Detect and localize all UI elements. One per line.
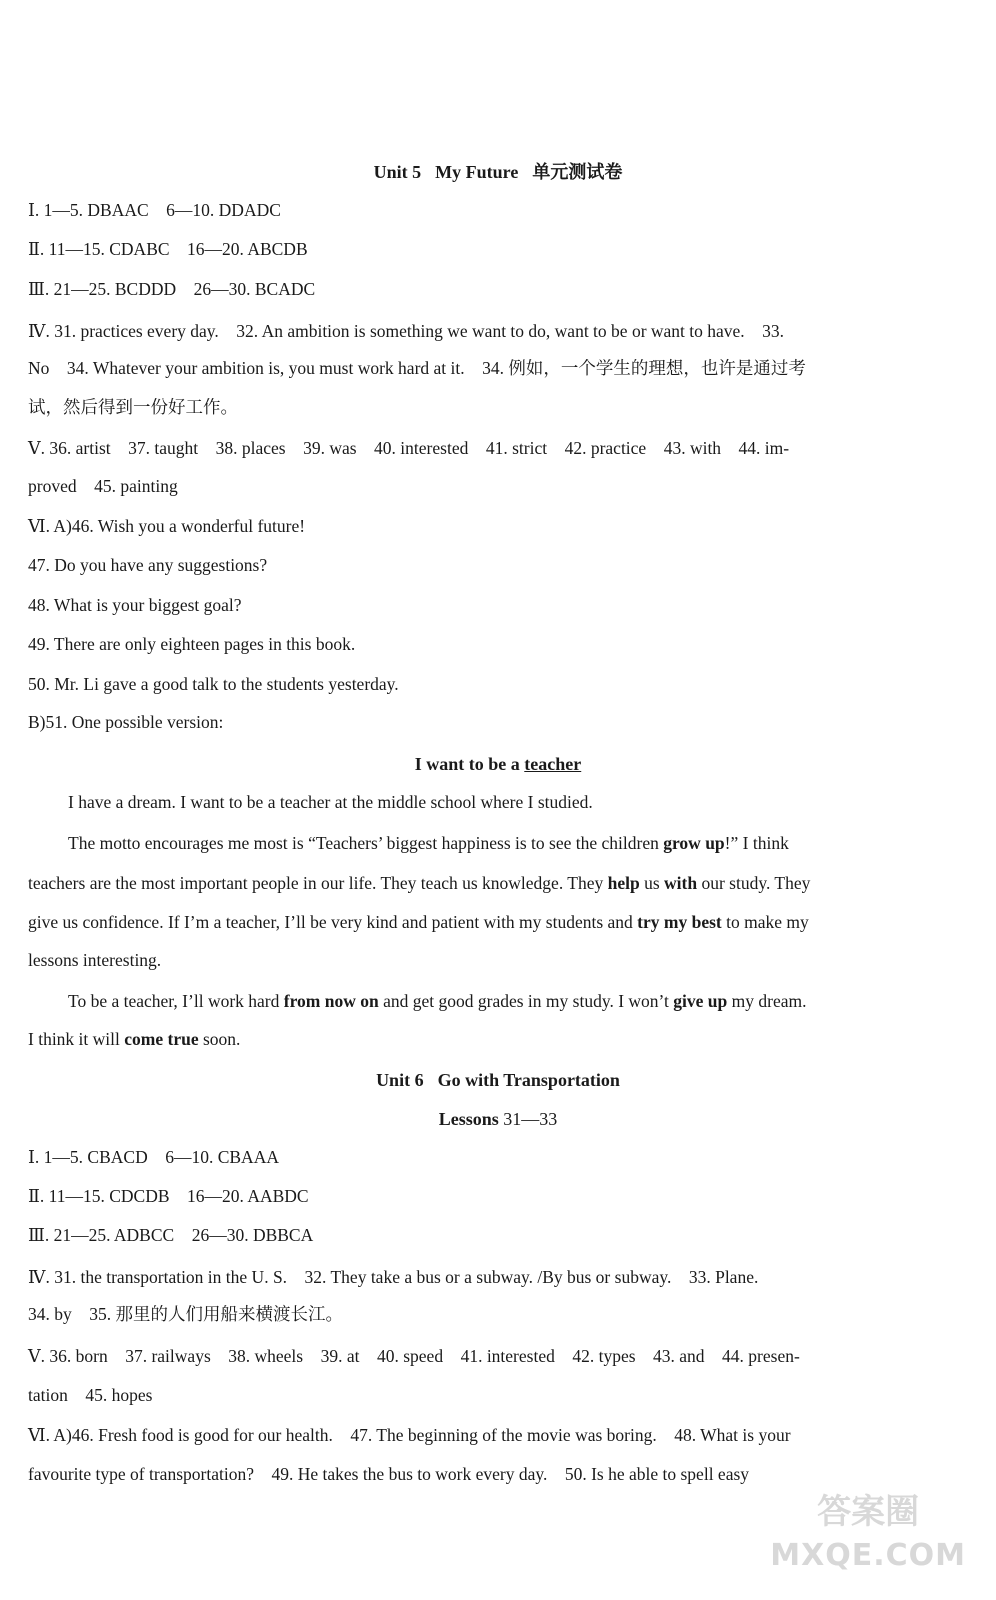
unit5-section-iii: Ⅲ. 21—25. BCDDD 26—30. BCADC: [28, 279, 316, 299]
essay-text: I think it will: [28, 1029, 125, 1049]
essay-phrase-bold: try my best: [637, 912, 722, 932]
unit5-answer-47: 47. Do you have any suggestions?: [28, 555, 268, 575]
essay-phrase-bold: grow up: [663, 833, 725, 853]
essay-phrase-bold: help: [607, 873, 640, 893]
unit6-section-iii: Ⅲ. 21—25. ADBCC 26—30. DBBCA: [28, 1225, 314, 1245]
unit6-lessons-label: Lessons: [438, 1109, 499, 1129]
unit6-section-ii: Ⅱ. 11—15. CDCDB 16—20. AABDC: [28, 1186, 309, 1206]
unit6-section-v-line1: Ⅴ. 36. born 37. railways 38. wheels 39. at 40. speed 41. interested 42. types 43. and 44. presen-: [28, 1346, 800, 1366]
watermark-url: MXQE.COM: [770, 1538, 966, 1573]
unit5-title-unit: Unit 5: [373, 162, 422, 182]
essay-phrase-bold: with: [664, 873, 698, 893]
essay-line-5: lessons interesting.: [28, 950, 162, 970]
unit5-section-v-line1: Ⅴ. 36. artist 37. taught 38. places 39. was 40. interested 41. strict 42. practice 43. with 44. im-: [28, 438, 790, 458]
unit5-answer-49: 49. There are only eighteen pages in this book.: [28, 634, 356, 654]
watermark-logo: [770, 1490, 966, 1578]
essay-line-4: [28, 911, 968, 933]
unit5-section-vi-a: Ⅵ. A)46. Wish you a wonderful future!: [28, 516, 306, 536]
unit5-title-cn: 单元测试卷: [532, 162, 623, 183]
unit6-section-iv-line1: Ⅳ. 31. the transportation in the U. S. 32. They take a bus or a subway. /By bus or subway. 33. Plane.: [28, 1267, 759, 1287]
unit6-title: [0, 1069, 996, 1091]
essay-text: !” I think: [724, 833, 789, 853]
unit6-section-i: Ⅰ. 1—5. CBACD 6—10. CBAAA: [28, 1147, 279, 1167]
unit5-section-ii: Ⅱ. 11—15. CDABC 16—20. ABCDB: [28, 239, 308, 259]
unit6-lessons: [0, 1108, 996, 1130]
essay-text: us: [639, 873, 665, 893]
unit5-section-iv-line1: Ⅳ. 31. practices every day. 32. An ambition is something we want to do, want to be or want to have. 33.: [28, 321, 785, 341]
essay-text: soon.: [198, 1029, 241, 1049]
essay-text: my dream.: [727, 991, 807, 1011]
essay-text: To be a teacher, I’ll work hard: [68, 991, 284, 1011]
unit5-title-name: My Future: [435, 162, 519, 182]
unit6-section-vi-line1: Ⅵ. A)46. Fresh food is good for our health. 47. The beginning of the movie was boring. 48. What is your: [28, 1425, 791, 1445]
essay-paragraph-1: I have a dream. I want to be a teacher at the middle school where I studied.: [68, 792, 593, 812]
essay-line-2: [68, 832, 968, 854]
essay-text: our study. They: [697, 873, 811, 893]
essay-text: and get good grades in my study. I won’t: [378, 991, 674, 1011]
unit6-section-vi-line2: favourite type of transportation? 49. He takes the bus to work every day. 50. Is he able to spell easy: [28, 1464, 750, 1484]
essay-text: give us confidence. If I’m a teacher, I’ll be very kind and patient with my students and: [28, 912, 638, 932]
unit6-section-iv-line2: 34. by 35. 那里的人们用船来横渡长江。: [28, 1304, 343, 1324]
essay-text: teachers are the most important people in our life. They teach us knowledge. They: [28, 873, 608, 893]
unit5-section-v-line2: proved 45. painting: [28, 476, 178, 496]
unit6-title-name: Go with Transportation: [437, 1070, 620, 1090]
unit5-section-vi-b: B)51. One possible version:: [28, 712, 224, 732]
unit5-answer-48: 48. What is your biggest goal?: [28, 595, 242, 615]
essay-title-underlined-word: teacher: [524, 754, 582, 774]
essay-title: [0, 753, 996, 775]
unit6-title-unit: Unit 6: [376, 1070, 424, 1090]
unit6-lessons-range: 31—33: [498, 1109, 558, 1129]
watermark-text: 答案圈: [817, 1492, 920, 1532]
unit5-section-i: Ⅰ. 1—5. DBAAC 6—10. DDADC: [28, 200, 281, 220]
essay-line-6: [68, 990, 968, 1012]
essay-text: to make my: [721, 912, 809, 932]
unit5-title: [0, 161, 996, 184]
unit5-section-iv-line3: 试，然后得到一份好工作。: [28, 397, 238, 417]
essay-phrase-bold: come true: [124, 1029, 199, 1049]
essay-title-prefix: I want to be a: [414, 754, 525, 774]
unit5-section-iv-line2: No 34. Whatever your ambition is, you must work hard at it. 34. 例如，一个学生的理想，也许是通过考: [28, 358, 806, 378]
essay-text: The motto encourages me most is “Teachers’ biggest happiness is to see the children: [68, 833, 664, 853]
unit6-section-v-line2: tation 45. hopes: [28, 1385, 153, 1405]
essay-phrase-bold: give up: [673, 991, 728, 1011]
essay-line-3: [28, 872, 968, 894]
essay-line-7: [28, 1028, 968, 1050]
essay-phrase-bold: from now on: [283, 991, 379, 1011]
unit5-answer-50: 50. Mr. Li gave a good talk to the students yesterday.: [28, 674, 399, 694]
